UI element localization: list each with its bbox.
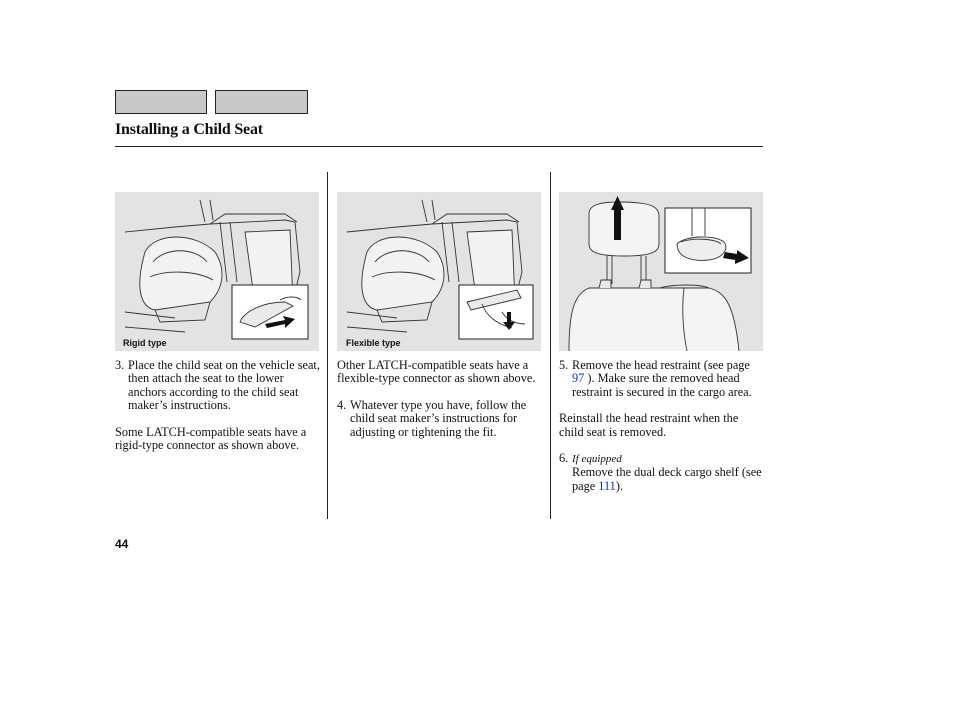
rigid-paragraph: Some LATCH-compatible seats have a rigid-type connector as shown above.: [115, 424, 307, 453]
figure-rigid-connector: [115, 192, 319, 351]
step-5-text-a: Remove the head restraint (see page: [572, 358, 750, 372]
step-6: [559, 452, 764, 493]
step-6-text-a: Remove the dual deck cargo shelf (see page: [572, 465, 762, 493]
step-6-text-b: ).: [615, 478, 624, 493]
page-97-link[interactable]: 97: [572, 371, 585, 386]
step-4-text: Whatever type you have, follow the child seat maker’s instructions for adjusting or tightening the fit.: [350, 397, 527, 439]
step-5-body: [559, 359, 764, 399]
step-5-text-b: ). Make sure the removed head restraint is secured in the cargo area.: [572, 371, 752, 399]
step-5: [559, 359, 764, 399]
step-3: [115, 359, 320, 413]
page-number: 44: [115, 537, 129, 551]
column-divider-1: [327, 172, 328, 519]
step-5-number: 5.: [559, 358, 569, 372]
figure-head-restraint: [559, 192, 763, 351]
column-divider-2: [550, 172, 551, 519]
reinstall-paragraph: Reinstall the head restraint when the child seat is removed.: [559, 411, 739, 439]
rigid-connector-illustration: [115, 192, 319, 351]
step-3-text: Place the child seat on the vehicle seat, then attach the seat to the lower anchors according to the child seat maker’s instructions.: [128, 358, 320, 413]
tab-box-2[interactable]: [215, 90, 308, 114]
figure-caption-flexible: Flexible type: [346, 338, 401, 348]
column-1-text: [115, 359, 320, 452]
flexible-paragraph: Other LATCH-compatible seats have a flexible-type connector as shown above.: [337, 358, 536, 386]
title-rule: [115, 146, 763, 147]
figure-flexible-connector: [337, 192, 541, 351]
step-6-number: 6.: [559, 451, 569, 466]
page-title: Installing a Child Seat: [115, 121, 263, 138]
step-3-number: 3.: [115, 358, 125, 372]
head-restraint-illustration: [559, 192, 763, 351]
figure-caption-rigid: Rigid type: [123, 338, 167, 348]
page-111-link[interactable]: 111: [598, 478, 616, 493]
column-2-text: [337, 359, 542, 439]
step-4: [337, 399, 542, 439]
tab-box-1[interactable]: [115, 90, 207, 114]
step-6-body: [559, 452, 764, 493]
step-4-number: 4.: [337, 397, 347, 412]
column-3-text: [559, 359, 764, 493]
step-6-condition: If equipped: [572, 453, 622, 466]
flexible-connector-illustration: [337, 192, 541, 351]
